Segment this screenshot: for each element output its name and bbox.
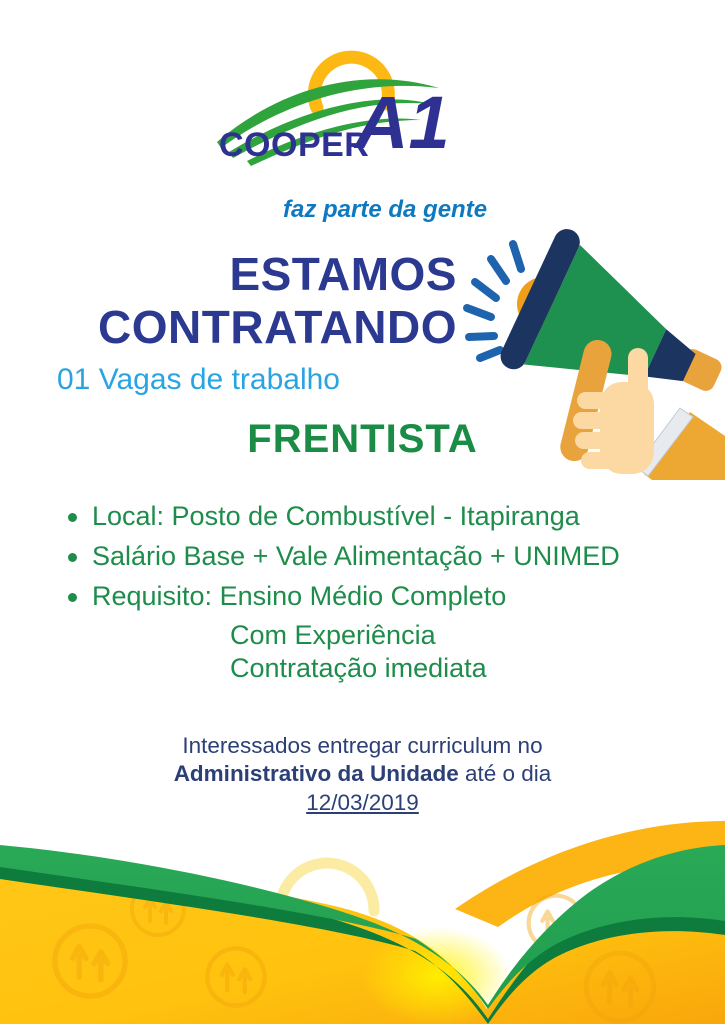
list-item: Local: Posto de Combustível - Itapiranga bbox=[62, 496, 702, 536]
wave-decoration bbox=[0, 809, 725, 1024]
list-item: Requisito: Ensino Médio Completo bbox=[62, 576, 702, 616]
brand-name: COOPER bbox=[219, 126, 370, 164]
wave-artwork bbox=[0, 809, 725, 1024]
job-details-list bbox=[62, 496, 702, 685]
list-item: Salário Base + Vale Alimentação + UNIMED bbox=[62, 536, 702, 576]
megaphone-icon bbox=[432, 222, 725, 480]
job-title: FRENTISTA bbox=[247, 417, 478, 461]
brand-tagline: faz parte da gente bbox=[283, 196, 488, 223]
deadline-date: 12/03/2019 bbox=[306, 790, 419, 815]
headline-line2: CONTRATANDO bbox=[98, 301, 457, 353]
delivery-location: Administrativo da Unidade bbox=[173, 761, 459, 786]
list-item-continuation: Contratação imediata bbox=[230, 653, 487, 683]
list-item-continuation: Com Experiência bbox=[230, 620, 436, 650]
vacancy-count: 01 Vagas de trabalho bbox=[57, 363, 340, 396]
footer-line2: Administrativo da Unidade até o dia bbox=[173, 761, 552, 786]
footer-line1: Interessados entregar curriculum no bbox=[182, 733, 543, 758]
brand-suffix: A1 bbox=[355, 81, 450, 164]
cooper-a1-logo bbox=[205, 36, 505, 223]
megaphone-illustration bbox=[432, 222, 725, 480]
headline bbox=[55, 248, 457, 354]
application-instructions bbox=[0, 732, 725, 817]
headline-line1: ESTAMOS bbox=[229, 248, 457, 300]
